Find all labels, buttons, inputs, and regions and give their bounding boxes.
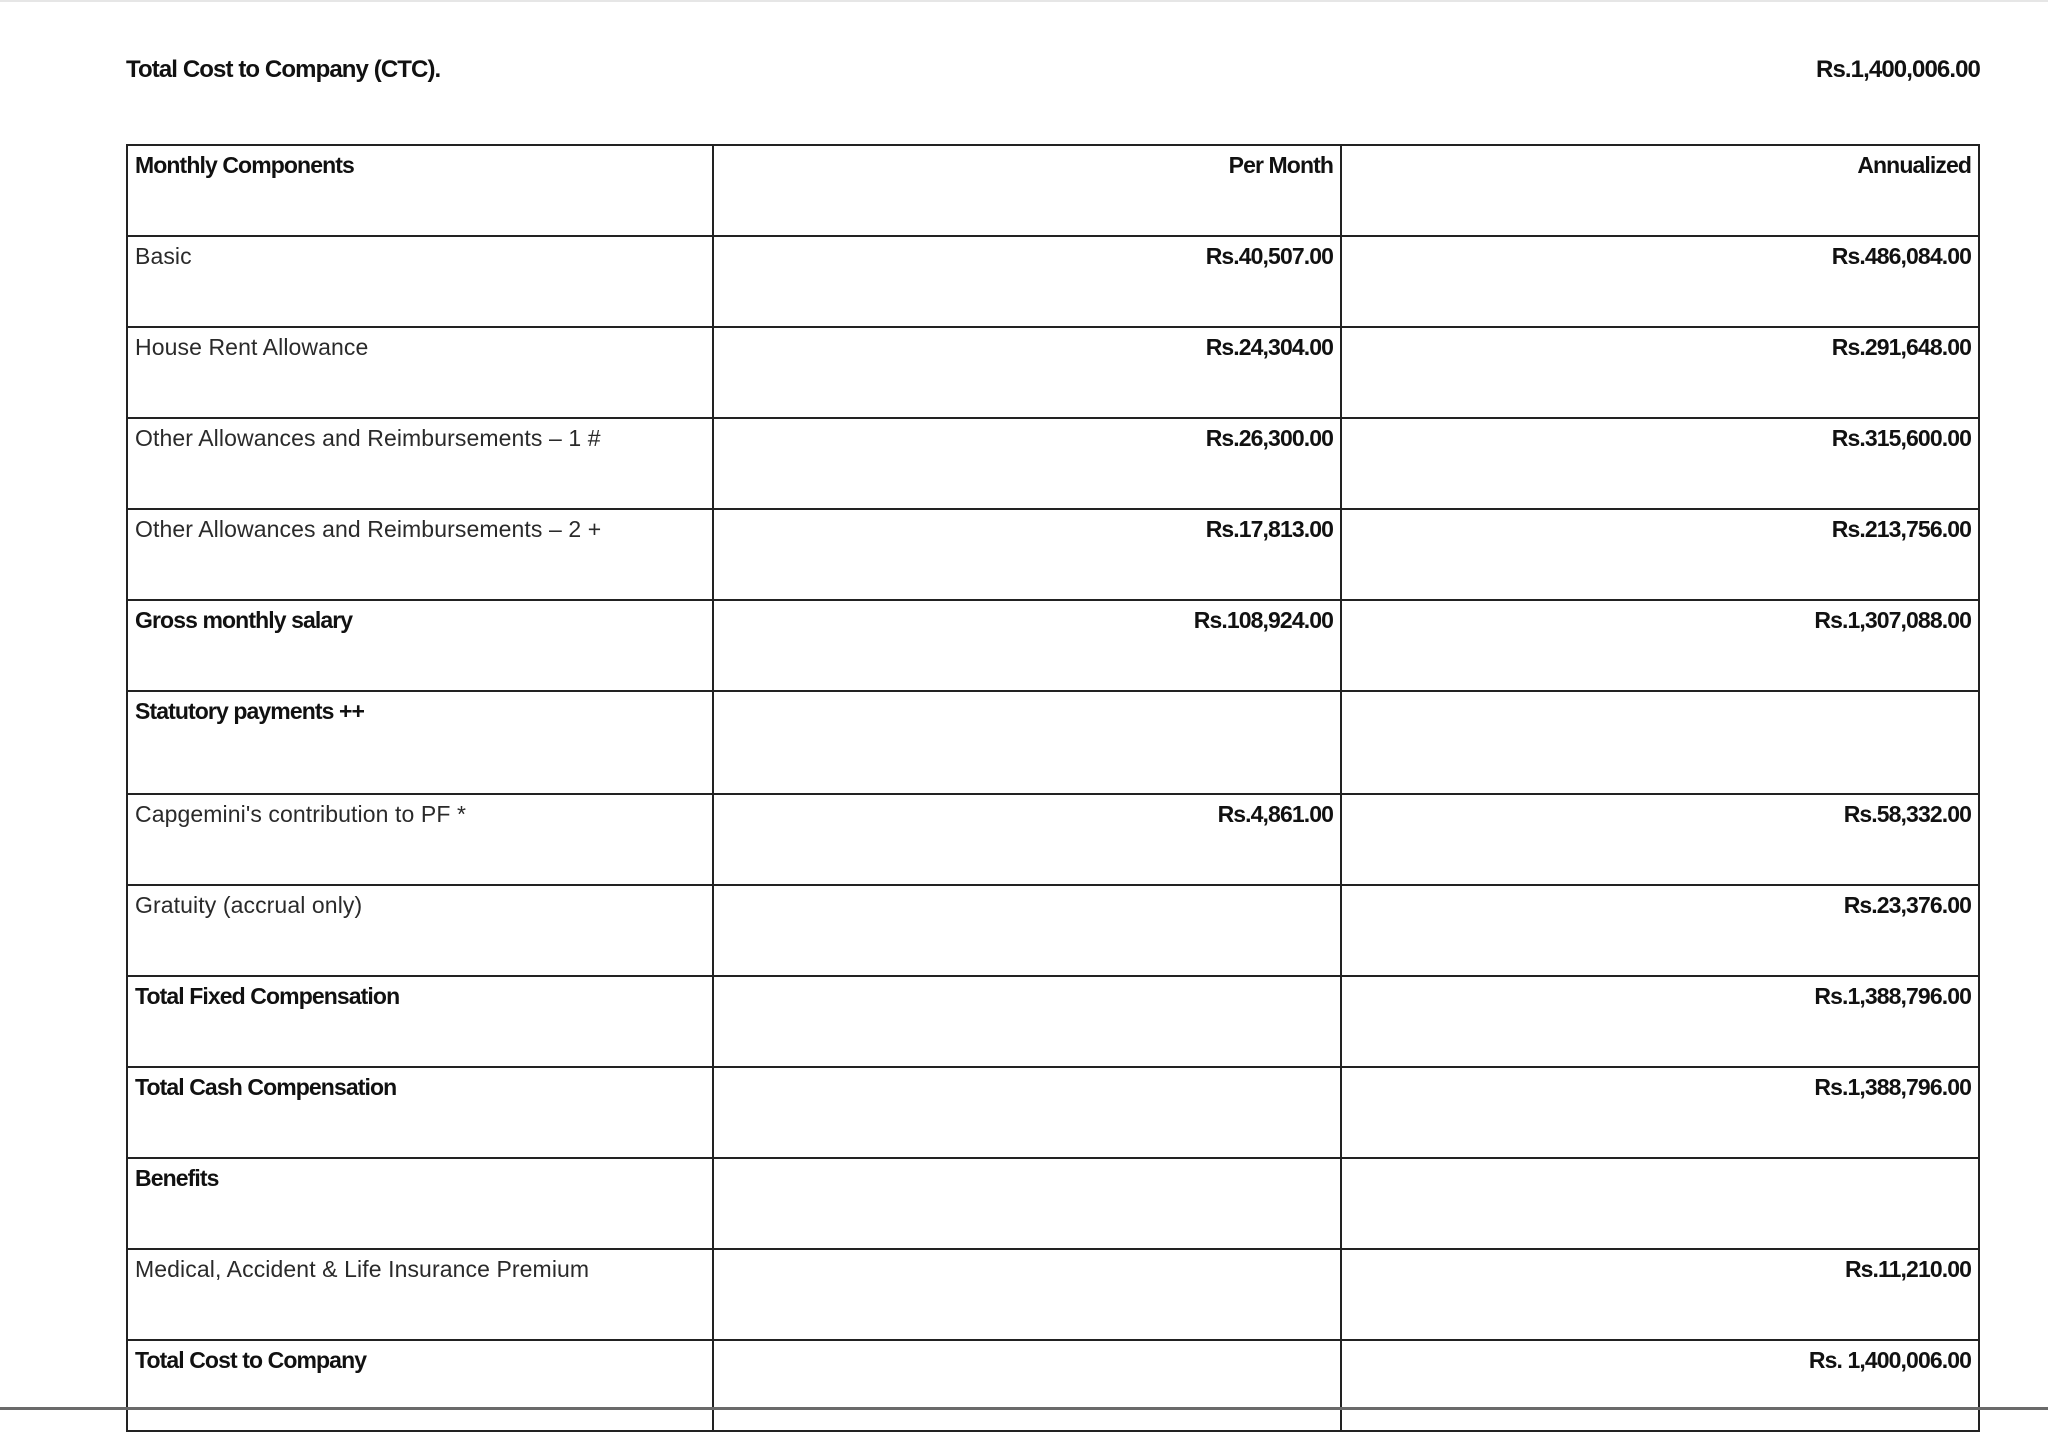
row-per-month <box>713 1340 1341 1431</box>
table-row <box>127 1249 1979 1340</box>
table-row <box>127 600 1979 691</box>
row-label: Other Allowances and Reimbursements – 2 + <box>127 509 713 600</box>
row-annualized <box>1341 691 1979 794</box>
table-row <box>127 885 1979 976</box>
row-annualized: Rs.486,084.00 <box>1341 236 1979 327</box>
row-annualized: Rs.23,376.00 <box>1341 885 1979 976</box>
row-per-month <box>713 691 1341 794</box>
row-per-month: Rs.40,507.00 <box>713 236 1341 327</box>
row-annualized: Rs.1,388,796.00 <box>1341 1067 1979 1158</box>
table-row <box>127 794 1979 885</box>
header-per-month: Per Month <box>713 145 1341 236</box>
row-label: Total Cash Compensation <box>127 1067 713 1158</box>
row-label: House Rent Allowance <box>127 327 713 418</box>
row-annualized: Rs.291,648.00 <box>1341 327 1979 418</box>
ctc-summary <box>126 56 1980 90</box>
row-label: Total Cost to Company <box>127 1340 713 1431</box>
row-annualized: Rs.213,756.00 <box>1341 509 1979 600</box>
row-label: Statutory payments ++ <box>127 691 713 794</box>
row-per-month <box>713 1067 1341 1158</box>
table-row <box>127 1158 1979 1249</box>
row-annualized: Rs.1,307,088.00 <box>1341 600 1979 691</box>
table-row <box>127 236 1979 327</box>
row-per-month: Rs.17,813.00 <box>713 509 1341 600</box>
table-row <box>127 1067 1979 1158</box>
row-label: Basic <box>127 236 713 327</box>
table-row <box>127 1340 1979 1431</box>
row-annualized: Rs.11,210.00 <box>1341 1249 1979 1340</box>
row-label: Benefits <box>127 1158 713 1249</box>
row-label: Total Fixed Compensation <box>127 976 713 1067</box>
row-per-month <box>713 1249 1341 1340</box>
row-label: Other Allowances and Reimbursements – 1 # <box>127 418 713 509</box>
table-row <box>127 509 1979 600</box>
row-per-month <box>713 1158 1341 1249</box>
row-label: Gratuity (accrual only) <box>127 885 713 976</box>
row-annualized: Rs. 1,400,006.00 <box>1341 1340 1979 1431</box>
compensation-table <box>126 144 1980 1432</box>
row-per-month <box>713 976 1341 1067</box>
page-top-edge <box>0 0 2048 2</box>
row-per-month: Rs.4,861.00 <box>713 794 1341 885</box>
row-per-month: Rs.26,300.00 <box>713 418 1341 509</box>
row-annualized: Rs.1,388,796.00 <box>1341 976 1979 1067</box>
row-label: Medical, Accident & Life Insurance Premium <box>127 1249 713 1340</box>
header-annualized: Annualized <box>1341 145 1979 236</box>
row-per-month <box>713 885 1341 976</box>
row-label: Capgemini's contribution to PF * <box>127 794 713 885</box>
row-label: Gross monthly salary <box>127 600 713 691</box>
table-row <box>127 976 1979 1067</box>
table-row <box>127 327 1979 418</box>
table-header-row <box>127 145 1979 236</box>
ctc-value: Rs.1,400,006.00 <box>1816 56 1980 83</box>
table-row <box>127 418 1979 509</box>
row-annualized: Rs.58,332.00 <box>1341 794 1979 885</box>
header-monthly-components: Monthly Components <box>127 145 713 236</box>
row-per-month: Rs.108,924.00 <box>713 600 1341 691</box>
ctc-label: Total Cost to Company (CTC). <box>126 56 441 83</box>
row-annualized <box>1341 1158 1979 1249</box>
table-row <box>127 691 1979 794</box>
row-per-month: Rs.24,304.00 <box>713 327 1341 418</box>
page-bottom-edge <box>0 1407 2048 1410</box>
row-annualized: Rs.315,600.00 <box>1341 418 1979 509</box>
